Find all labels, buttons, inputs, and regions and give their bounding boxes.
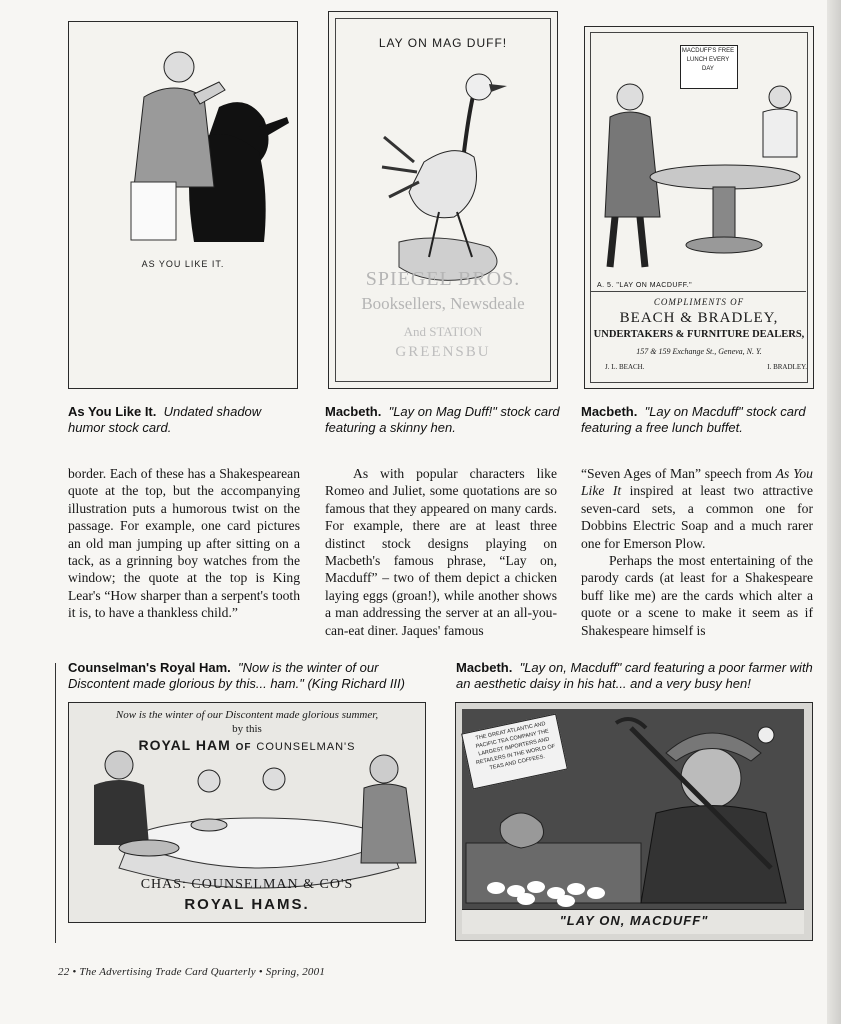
card-label: AS YOU LIKE IT. [141,259,225,269]
column-2-text: As with popular characters like Romeo and Juliet, some quotations are so famous that they appeared on many cards. For example, there are at least three distinct stock designs playing on Macbeth's famous phrase, “Lay on, Macduff” – two of them depict a chicken laying eggs (groan!), while another shows a man addressing the server at an all-you-can-eat diner. Jaques' famous [325,466,557,638]
card-image-lay-on-mag-duff [328,11,558,389]
card-label: LAY ON MAG DUFF! [378,36,508,50]
store-line-3: And STATION [403,324,483,339]
card-label: A. 5. "LAY ON MACDUFF." [597,282,693,289]
store-name: SPIEGEL BROS. [365,268,521,290]
left-margin-rule [55,663,56,943]
caption-text: "Lay on, Macduff" card featuring a poor farmer with an aesthetic daisy in his hat... and a very busy hen! [456,660,813,691]
brand-line-2: ROYAL HAMS. [184,896,310,913]
caption-lay-on-macduff-farmer [456,660,816,692]
card-image-lay-on-macduff-farmer [455,702,813,941]
brand-line-1: CHAS: COUNSELMAN & CO'S [140,877,354,892]
compliments-line: COMPLIMENTS OF [653,297,745,307]
firm-trade: UNDERTAKERS & FURNITURE DEALERS, [593,329,805,340]
body-column-2 [325,465,557,639]
lunch-sign-text: MACDUFF'S FREE LUNCH EVERY DAY [681,48,735,72]
shadow-humor-illustration [69,22,297,388]
firm-name: BEACH & BRADLEY, [619,310,779,326]
caption-text: Undated shadow humor stock card. [68,404,262,435]
body-column-3 [581,465,813,639]
column-3-paragraph-2: Perhaps the most entertaining of the parody cards (at least for a Shakespeare buff like me) are the cards which alter a quote or a scene to make it seem as if Shakespeare himself is [581,553,813,638]
tea-company-sign-text: THE GREAT ATLANTIC AND PACIFIC TEA COMPANY THE LARGEST IMPORTERS AND RETAILERS IN THE WORLD OF TEAS AND COFFEES. [475,721,556,772]
farmer-and-hen-illustration [456,703,812,940]
column-1-text: border. Each of these has a Shakespearean quote at the top, but the accompanying illustration puts a humorous twist on the passage. For example, one card pictures an old man jumping up after sitting on a tack, as a grinning boy watches from the window; the quote at the top is King Lear's “How sharper than a serpent's tooth it is, to have a thankless child.” [68,466,300,621]
partner-left: J. L. BEACH. [605,363,645,371]
caption-text: "Lay on Macduff" stock card featuring a free lunch buffet. [581,404,806,435]
card-label: "LAY ON, MACDUFF" [559,913,709,928]
store-trade: Booksellers, Newsdeale [361,294,525,313]
caption-title: Macbeth. [456,660,513,675]
card-image-lay-on-macduff-lunch [584,26,814,389]
partner-right: I. BRADLEY. [767,363,807,371]
card-quote-line-1: Now is the winter of our Discontent made glorious summer, [115,709,379,721]
caption-as-you-like-it [68,404,298,436]
firm-address: 157 & 159 Exchange St., Geneva, N. Y. [636,347,762,356]
page-footer: 22 • The Advertising Trade Card Quarterly • Spring, 2001 [58,966,326,978]
column-3-paragraph-1: “Seven Ages of Man” speech from As You Like It inspired at least two attractive seven-card sets, a common one for Dobbins Electric Soap and a much rarer one for Emerson Plow. [581,466,814,551]
card-image-royal-ham [68,702,426,923]
caption-title: Macbeth. [581,404,638,419]
store-town: GREENSBU [395,344,491,360]
play-title: As You Like It [581,466,813,499]
body-column-1 [68,465,300,622]
page-edge-shadow [827,0,841,1024]
caption-title: As You Like It. [68,404,157,419]
caption-title: Macbeth. [325,404,382,419]
card-quote-line-2: by this [232,723,262,735]
card-image-as-you-like-it [68,21,298,389]
caption-lay-on-macduff-lunch [581,404,813,436]
caption-royal-ham [68,660,428,692]
caption-title: Counselman's Royal Ham. [68,660,231,675]
free-lunch-illustration [585,27,813,277]
caption-text: "Now is the winter of our Discontent made glorious by this... ham." (King Richard III) [68,660,405,691]
caption-text: "Lay on Mag Duff!" stock card featuring a skinny hen. [325,404,560,435]
caption-lay-on-mag-duff [325,404,560,436]
card-quote-line-3: ROYAL HAM OF COUNSELMAN'S [138,737,356,753]
